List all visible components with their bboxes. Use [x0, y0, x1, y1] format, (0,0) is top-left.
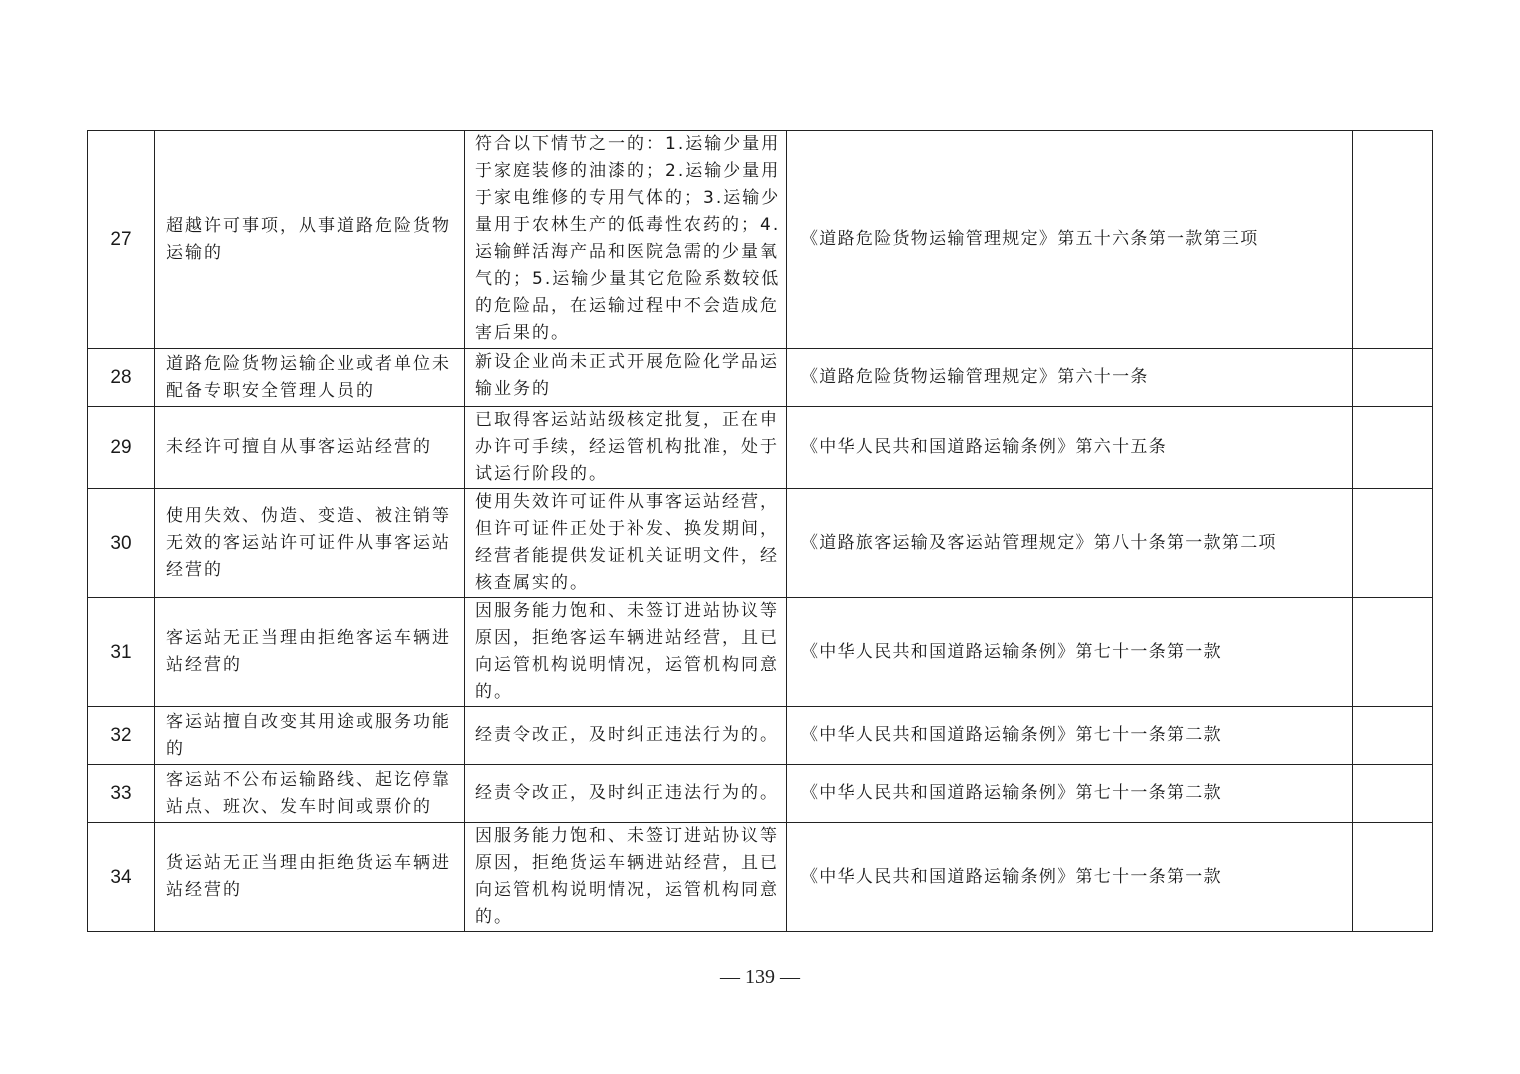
violation-description: 货运站无正当理由拒绝货运车辆进站经营的 [155, 823, 465, 932]
legal-basis: 《中华人民共和国道路运输条例》第七十一条第二款 [787, 707, 1353, 765]
exemption-condition: 经责令改正，及时纠正违法行为的。 [465, 765, 787, 823]
exemption-condition: 符合以下情节之一的：1.运输少量用于家庭装修的油漆的；2.运输少量用于家电维修的专用气体的；3.运输少量用于农林生产的低毒性农药的；4.运输鲜活海产品和医院急需的少量氧气的；5.运输少量其它危险系数较低的危险品，在运输过程中不会造成危害后果的。 [465, 131, 787, 349]
row-number: 30 [88, 489, 155, 598]
exemption-condition: 因服务能力饱和、未签订进站协议等原因，拒绝货运车辆进站经营，且已向运管机构说明情况，运管机构同意的。 [465, 823, 787, 932]
exemption-condition: 已取得客运站站级核定批复，正在申办许可手续，经运管机构批准，处于试运行阶段的。 [465, 407, 787, 489]
remarks-cell [1353, 489, 1433, 598]
row-number: 29 [88, 407, 155, 489]
violation-description: 未经许可擅自从事客运站经营的 [155, 407, 465, 489]
legal-basis: 《道路危险货物运输管理规定》第五十六条第一款第三项 [787, 131, 1353, 349]
legal-basis: 《道路危险货物运输管理规定》第六十一条 [787, 349, 1353, 407]
row-number: 33 [88, 765, 155, 823]
row-number: 27 [88, 131, 155, 349]
remarks-cell [1353, 349, 1433, 407]
violation-description: 客运站不公布运输路线、起讫停靠站点、班次、发车时间或票价的 [155, 765, 465, 823]
row-number: 28 [88, 349, 155, 407]
exemption-condition: 经责令改正，及时纠正违法行为的。 [465, 707, 787, 765]
table-row [88, 349, 1433, 407]
remarks-cell [1353, 765, 1433, 823]
remarks-cell [1353, 407, 1433, 489]
table-row [88, 707, 1433, 765]
violation-description: 道路危险货物运输企业或者单位未配备专职安全管理人员的 [155, 349, 465, 407]
violation-description: 客运站无正当理由拒绝客运车辆进站经营的 [155, 598, 465, 707]
table-row [88, 598, 1433, 707]
legal-basis: 《中华人民共和国道路运输条例》第七十一条第一款 [787, 598, 1353, 707]
remarks-cell [1353, 131, 1433, 349]
violation-description: 客运站擅自改变其用途或服务功能的 [155, 707, 465, 765]
row-number: 34 [88, 823, 155, 932]
legal-basis: 《中华人民共和国道路运输条例》第七十一条第一款 [787, 823, 1353, 932]
table-row [88, 131, 1433, 349]
exemption-condition: 新设企业尚未正式开展危险化学品运输业务的 [465, 349, 787, 407]
row-number: 31 [88, 598, 155, 707]
legal-basis: 《道路旅客运输及客运站管理规定》第八十条第一款第二项 [787, 489, 1353, 598]
table-row [88, 823, 1433, 932]
page-number: — 139 — [720, 966, 800, 988]
violation-description: 超越许可事项，从事道路危险货物运输的 [155, 131, 465, 349]
legal-basis: 《中华人民共和国道路运输条例》第六十五条 [787, 407, 1353, 489]
remarks-cell [1353, 823, 1433, 932]
table-row [88, 765, 1433, 823]
exemption-condition: 因服务能力饱和、未签订进站协议等原因，拒绝客运车辆进站经营，且已向运管机构说明情况，运管机构同意的。 [465, 598, 787, 707]
remarks-cell [1353, 707, 1433, 765]
row-number: 32 [88, 707, 155, 765]
table-row [88, 489, 1433, 598]
remarks-cell [1353, 598, 1433, 707]
table-row [88, 407, 1433, 489]
exemption-table [87, 130, 1433, 932]
legal-basis: 《中华人民共和国道路运输条例》第七十一条第二款 [787, 765, 1353, 823]
violation-description: 使用失效、伪造、变造、被注销等无效的客运站许可证件从事客运站经营的 [155, 489, 465, 598]
exemption-condition: 使用失效许可证件从事客运站经营，但许可证件正处于补发、换发期间，经营者能提供发证机关证明文件，经核查属实的。 [465, 489, 787, 598]
